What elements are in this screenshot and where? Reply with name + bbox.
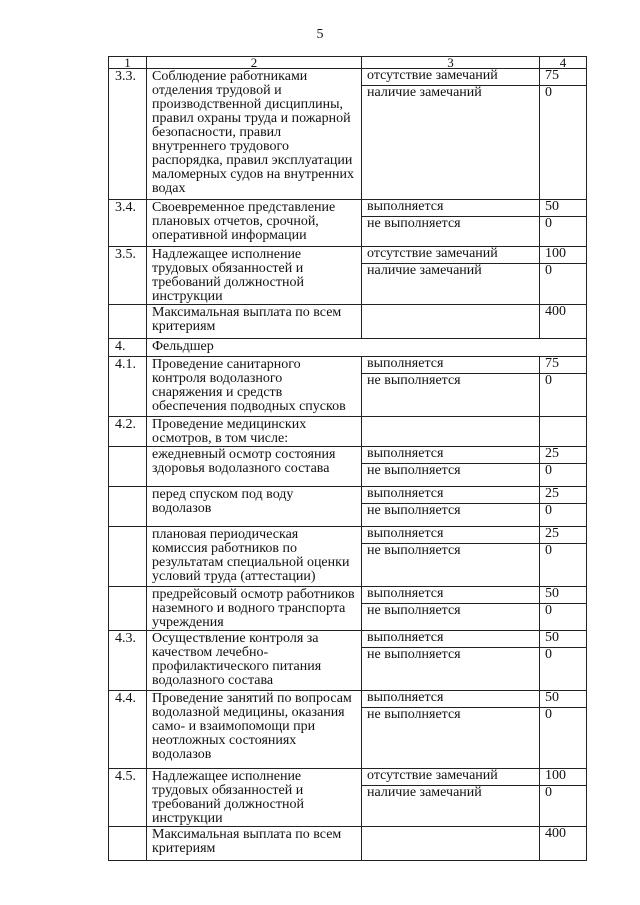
points-value: 0 [545,603,552,618]
row-number: 4.4. [109,691,147,769]
condition-text: отсутствие замечаний [362,247,539,264]
points-cell [540,69,587,200]
row-number: 4.5. [109,769,147,827]
header-cell: 2 [147,57,362,69]
criterion-text: перед спуском под воду водолазов [147,487,362,527]
row-number [109,527,147,587]
row-number: 3.5. [109,247,147,305]
row-number [109,587,147,631]
points-value: 0 [545,707,552,722]
points-cell [540,527,587,587]
conditions-cell [362,417,540,447]
criterion-text: Осуществление контроля за качеством лечебно-профилактического питания водолазного состава [147,631,362,691]
points-value: 0 [545,543,552,558]
condition-text: не выполняется [367,543,461,558]
points-value: 75 [540,357,586,374]
condition-text: выполняется [362,587,539,604]
condition-text [362,827,539,843]
points-cell [540,691,587,769]
table-row [109,769,587,827]
condition-text [362,417,539,433]
points-value: 25 [540,527,586,544]
conditions-cell [362,447,540,487]
row-number: 4.3. [109,631,147,691]
criteria-table [108,56,587,861]
criterion-text: Максимальная выплата по всем критериям [147,827,362,861]
condition-text: не выполняется [367,503,461,518]
criterion-text: Своевременное представление плановых отчетов, срочной, оперативной информации [147,200,362,247]
condition-text: наличие замечаний [367,785,482,800]
row-number: 3.3. [109,69,147,200]
row-number: 3.4. [109,200,147,247]
condition-text: отсутствие замечаний [362,769,539,786]
criterion-text: предрейсовый осмотр работников наземного и водного транспорта учреждения [147,587,362,631]
row-number: 4. [109,339,147,357]
condition-text: не выполняется [367,707,461,722]
table-row [109,200,587,247]
points-value: 100 [540,247,586,264]
criterion-text: Надлежащее исполнение трудовых обязанностей и требований должностной инструкции [147,769,362,827]
condition-text: выполняется [362,631,539,648]
points-value: 50 [540,631,586,648]
condition-text: выполняется [362,527,539,544]
row-number: 4.2. [109,417,147,447]
points-value: 50 [540,691,586,708]
criterion-text: ежедневный осмотр состояния здоровья водолазного состава [147,447,362,487]
points-cell [540,200,587,247]
table-row [109,339,587,357]
points-value: 400 [545,304,566,319]
points-cell [540,305,587,339]
points-value: 75 [540,69,586,86]
conditions-cell [362,769,540,827]
points-cell [540,357,587,417]
points-value: 400 [545,826,566,841]
conditions-cell [362,305,540,339]
points-cell [540,631,587,691]
points-value: 0 [545,263,552,278]
condition-text: выполняется [362,487,539,504]
points-value: 0 [545,85,552,100]
conditions-cell [362,527,540,587]
points-cell [540,587,587,631]
table-row [109,527,587,587]
points-cell [540,769,587,827]
row-number [109,487,147,527]
points-value: 0 [545,503,552,518]
points-value: 25 [540,487,586,504]
condition-text: наличие замечаний [367,85,482,100]
criterion-text: Максимальная выплата по всем критериям [147,305,362,339]
table-row [109,357,587,417]
points-cell [540,417,587,447]
points-value: 0 [545,647,552,662]
condition-text [362,305,539,321]
points-value: 50 [540,200,586,217]
criterion-text: Соблюдение работниками отделения трудовой и производственной дисциплины, правил охраны труда и пожарной безопасности, правил внутреннего трудового распорядка, правил эксплуатации маломерных судов на внутренних водах [147,69,362,200]
conditions-cell [362,247,540,305]
points-value: 0 [545,785,552,800]
criterion-text: Проведение медицинских осмотров, в том числе: [147,417,362,447]
table-row [109,487,587,527]
conditions-cell [362,357,540,417]
header-row [109,57,587,69]
table-row [109,691,587,769]
criterion-text: Проведение санитарного контроля водолазного снаряжения и средств обеспечения подводных спусков [147,357,362,417]
table-row [109,69,587,200]
criterion-text: Проведение занятий по вопросам водолазной медицины, оказания само- и взаимопомощи при неотложных состояниях водолазов [147,691,362,769]
condition-text: выполняется [362,447,539,464]
condition-text: выполняется [362,200,539,217]
points-value: 50 [540,587,586,604]
conditions-cell [362,691,540,769]
points-cell [540,487,587,527]
conditions-cell [362,69,540,200]
points-value: 0 [545,463,552,478]
header-cell: 4 [540,57,587,69]
condition-text: не выполняется [367,463,461,478]
table-row [109,417,587,447]
table-row [109,827,587,861]
condition-text: отсутствие замечаний [362,69,539,86]
header-cell: 3 [362,57,540,69]
criterion-text: Надлежащее исполнение трудовых обязанностей и требований должностной инструкции [147,247,362,305]
points-value [540,417,586,419]
criterion-text: плановая периодическая комиссия работников по результатам специальной оценки условий труда (аттестации) [147,527,362,587]
conditions-cell [362,200,540,247]
criterion-text: Фельдшер [147,339,587,357]
condition-text: выполняется [362,691,539,708]
conditions-cell [362,827,540,861]
table-row [109,631,587,691]
conditions-cell [362,487,540,527]
conditions-cell [362,587,540,631]
condition-text: не выполняется [367,373,461,388]
row-number [109,447,147,487]
points-value: 0 [545,373,552,388]
points-value: 0 [545,216,552,231]
condition-text: не выполняется [367,216,461,231]
points-cell [540,447,587,487]
table-row [109,247,587,305]
points-cell [540,247,587,305]
points-value: 25 [540,447,586,464]
conditions-cell [362,631,540,691]
row-number: 4.1. [109,357,147,417]
condition-text: не выполняется [367,603,461,618]
condition-text: наличие замечаний [367,263,482,278]
points-cell [540,827,587,861]
points-value: 100 [540,769,586,786]
table-row [109,447,587,487]
table-row [109,305,587,339]
table-row [109,587,587,631]
row-number [109,305,147,339]
header-cell: 1 [109,57,147,69]
condition-text: не выполняется [367,647,461,662]
page-number: 5 [316,27,324,42]
row-number [109,827,147,861]
condition-text: выполняется [362,357,539,374]
